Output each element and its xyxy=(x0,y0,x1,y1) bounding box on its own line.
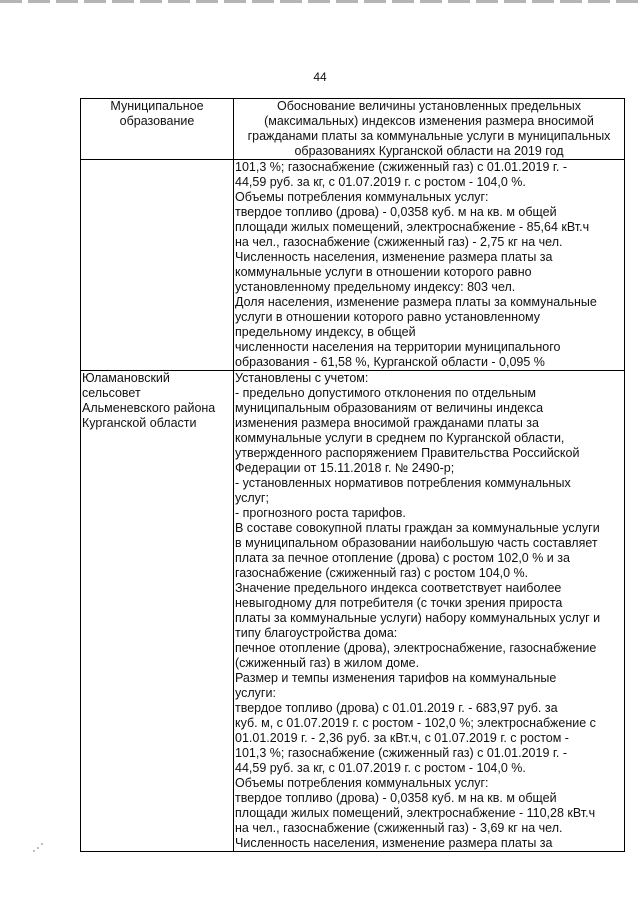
header-col2-line: (максимальных) индексов изменения размера вносимой xyxy=(264,114,594,128)
text-line: Значение предельного индекса соответствует наиболее xyxy=(235,581,562,595)
text-line: куб. м, с 01.07.2019 г. с ростом - 102,0 %; электроснабжение с xyxy=(235,716,596,730)
text-line: твердое топливо (дрова) с 01.01.2019 г. - 683,97 руб. за xyxy=(235,701,558,715)
header-col2-line: образованиях Курганской области на 2019 год xyxy=(294,144,564,158)
table-row xyxy=(81,160,625,371)
municipality-cell xyxy=(81,160,234,371)
header-col2-line: Обоснование величины установленных предельных xyxy=(277,99,581,113)
text-line: газоснабжение (сжиженный газ) с ростом 104,0 %. xyxy=(235,566,529,580)
text-line: Численность населения, изменение размера платы за xyxy=(235,836,553,850)
header-col1-line: образование xyxy=(119,114,195,128)
text-line: 44,59 руб. за кг, с 01.07.2019 г. с ростом - 104,0 %. xyxy=(235,761,526,775)
municipality-name-line: Альменевского района xyxy=(82,401,216,415)
municipality-cell xyxy=(81,371,234,852)
table-row xyxy=(81,371,625,852)
justification-cell xyxy=(234,160,625,371)
text-line: Размер и темпы изменения тарифов на коммунальные xyxy=(235,671,557,685)
text-line: невыгодному для потребителя (с точки зрения прироста xyxy=(235,596,563,610)
text-line: предельному индексу, в общей xyxy=(235,325,416,339)
header-col1-line: Муниципальное xyxy=(110,99,204,113)
text-line: коммунальные услуги в отношении которого равно xyxy=(235,265,532,279)
text-line: твердое топливо (дрова) - 0,0358 куб. м на кв. м общей xyxy=(235,205,557,219)
text-line: (сжиженный газ) в жилом доме. xyxy=(235,656,420,670)
text-line: - предельно допустимого отклонения по отдельным xyxy=(235,386,537,400)
header-col2-line: гражданами платы за коммунальные услуги в муниципальных xyxy=(247,129,611,143)
text-line: площади жилых помещений, электроснабжение - 110,28 кВт.ч xyxy=(235,806,596,820)
municipality-name-line: Юламановский xyxy=(82,371,170,385)
text-line: - установленных нормативов потребления коммунальных xyxy=(235,476,571,490)
text-line: Объемы потребления коммунальных услуг: xyxy=(235,776,489,790)
municipality-name-line: сельсовет xyxy=(82,386,141,400)
header-municipality xyxy=(81,99,234,160)
text-line: изменения размера вносимой гражданами платы за xyxy=(235,416,539,430)
scan-speck-mark xyxy=(32,842,44,854)
text-line: Объемы потребления коммунальных услуг: xyxy=(235,190,489,204)
text-line: в муниципальном образовании наибольшую часть составляет xyxy=(235,536,598,550)
text-line: коммунальные услуги в среднем по Курганской области, xyxy=(235,431,565,445)
text-line: численности населения на территории муниципального xyxy=(235,340,561,354)
top-rule xyxy=(0,0,640,3)
text-line: типу благоустройства дома: xyxy=(235,626,398,640)
text-line: плата за печное отопление (дрова) с ростом 102,0 % и за xyxy=(235,551,570,565)
text-line: - прогнозного роста тарифов. xyxy=(235,506,406,520)
text-line: муниципальным образованиям от величины индекса xyxy=(235,401,544,415)
text-line: В составе совокупной платы граждан за коммунальные услуги xyxy=(235,521,600,535)
text-line: 101,3 %; газоснабжение (сжиженный газ) с 01.01.2019 г. - xyxy=(235,160,568,174)
text-line: твердое топливо (дрова) - 0,0358 куб. м на кв. м общей xyxy=(235,791,557,805)
text-line: Федерации от 15.11.2018 г. № 2490-р; xyxy=(235,461,455,475)
text-line: Установлены с учетом: xyxy=(235,371,369,385)
text-line: на чел., газоснабжение (сжиженный газ) - 3,69 кг на чел. xyxy=(235,821,563,835)
text-line: Доля населения, изменение размера платы за коммунальные xyxy=(235,295,597,309)
text-line: услуг; xyxy=(235,491,269,505)
table-header-row xyxy=(81,99,625,160)
text-line: установленному предельному индексу: 803 чел. xyxy=(235,280,516,294)
header-justification xyxy=(234,99,625,160)
text-line: платы за коммунальные услуги) набору коммунальных услуг и xyxy=(235,611,601,625)
municipality-name-line: Курганской области xyxy=(82,416,197,430)
text-line: 101,3 %; газоснабжение (сжиженный газ) с 01.01.2019 г. - xyxy=(235,746,568,760)
justification-cell xyxy=(234,371,625,852)
text-line: Численность населения, изменение размера платы за xyxy=(235,250,553,264)
text-line: утвержденного распоряжением Правительства Российской xyxy=(235,446,580,460)
text-line: услуги: xyxy=(235,686,276,700)
text-line: площади жилых помещений, электроснабжение - 85,64 кВт.ч xyxy=(235,220,590,234)
text-line: 44,59 руб. за кг, с 01.07.2019 г. с ростом - 104,0 %. xyxy=(235,175,526,189)
text-line: на чел., газоснабжение (сжиженный газ) - 2,75 кг на чел. xyxy=(235,235,563,249)
page-number: 44 xyxy=(313,70,327,84)
text-line: 01.01.2019 г. - 2,36 руб. за кВт.ч, с 01.07.2019 г. с ростом - xyxy=(235,731,569,745)
text-line: образования - 61,58 %, Курганской области - 0,095 % xyxy=(235,355,545,369)
justification-table xyxy=(80,98,625,852)
text-line: печное отопление (дрова), электроснабжение, газоснабжение xyxy=(235,641,597,655)
text-line: услуги в отношении которого равно установленному xyxy=(235,310,541,324)
